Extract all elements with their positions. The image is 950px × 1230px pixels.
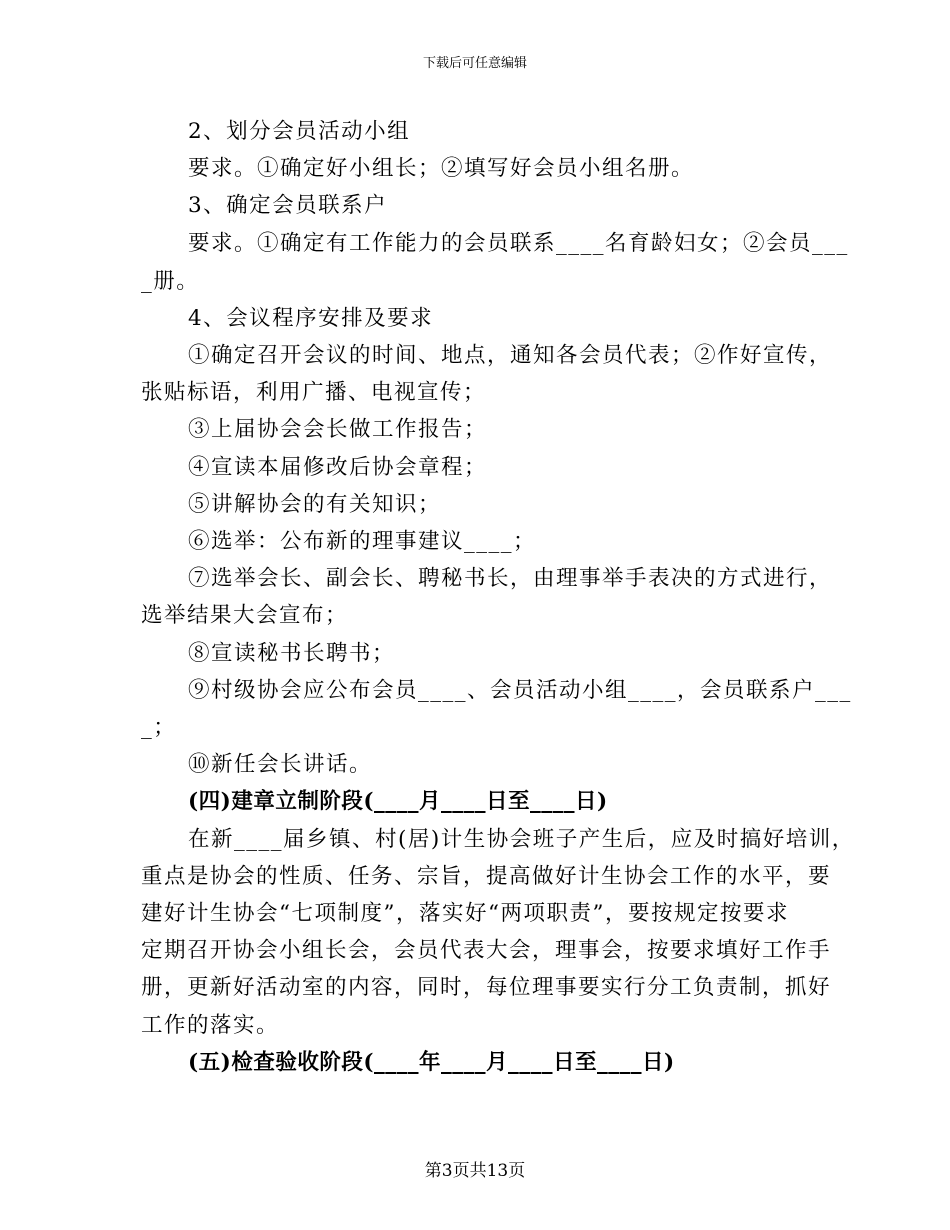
paragraph-line: 定期召开协会小组长会，会员代表大会，理事会，按要求填好工作手 bbox=[141, 938, 832, 963]
section-heading: 4、会议程序安排及要求 bbox=[188, 306, 434, 331]
paragraph-line: 重点是协会的性质、任务、宗旨，提高做好计生协会工作的水平，要 bbox=[141, 864, 832, 889]
page-header: 下载后可任意编辑 bbox=[422, 56, 527, 71]
section-heading: 2、划分会员活动小组 bbox=[188, 119, 411, 144]
section-heading: 3、确定会员联系户 bbox=[188, 193, 388, 218]
paragraph-line: 张贴标语，利用广播、电视宣传； bbox=[141, 380, 487, 405]
list-item: ⑥选举：公布新的理事建议____； bbox=[188, 529, 537, 554]
list-item: ⑤讲解协会的有关知识； bbox=[188, 492, 442, 517]
paragraph-line: 选举结果大会宣布； bbox=[141, 603, 349, 628]
list-item: ⑩新任会长讲话。 bbox=[188, 752, 373, 777]
list-item: ⑧宣读秘书长聘书； bbox=[188, 641, 396, 666]
paragraph-line: _； bbox=[141, 715, 177, 740]
paragraph-line: 要求。①确定有工作能力的会员联系____名育龄妇女；②会员___ bbox=[188, 231, 849, 256]
stage-heading: (五)检查验收阶段(____年____月____日至____日) bbox=[188, 1050, 675, 1075]
paragraph-line: 册，更新好活动室的内容，同时，每位理事要实行分工负责制，抓好 bbox=[141, 975, 832, 1000]
list-item: ④宣读本届修改后协会章程； bbox=[188, 455, 488, 480]
paragraph-line: 工作的落实。 bbox=[141, 1013, 280, 1038]
list-item: ⑦选举会长、副会长、聘秘书长，由理事举手表决的方式进行， bbox=[188, 566, 833, 591]
list-item: ③上届协会会长做工作报告； bbox=[188, 417, 488, 442]
page-number: 第3页共13页 bbox=[424, 1161, 526, 1181]
paragraph-line: ①确定召开会议的时间、地点，通知各会员代表；②作好宣传， bbox=[188, 343, 833, 368]
paragraph-line: _册。 bbox=[141, 269, 200, 294]
paragraph-line: 要求。①确定好小组长；②填写好会员小组名册。 bbox=[188, 156, 695, 181]
list-item: ⑨村级协会应公布会员____、会员活动小组____，会员联系户___ bbox=[188, 678, 852, 703]
paragraph-line: 建好计生协会“七项制度”，落实好“两项职责”，要按规定按要求 bbox=[141, 901, 789, 926]
paragraph-line: 在新____届乡镇、村(居)计生协会班子产生后，应及时搞好培训， bbox=[188, 827, 855, 852]
stage-heading: (四)建章立制阶段(____月____日至____日) bbox=[188, 789, 608, 814]
